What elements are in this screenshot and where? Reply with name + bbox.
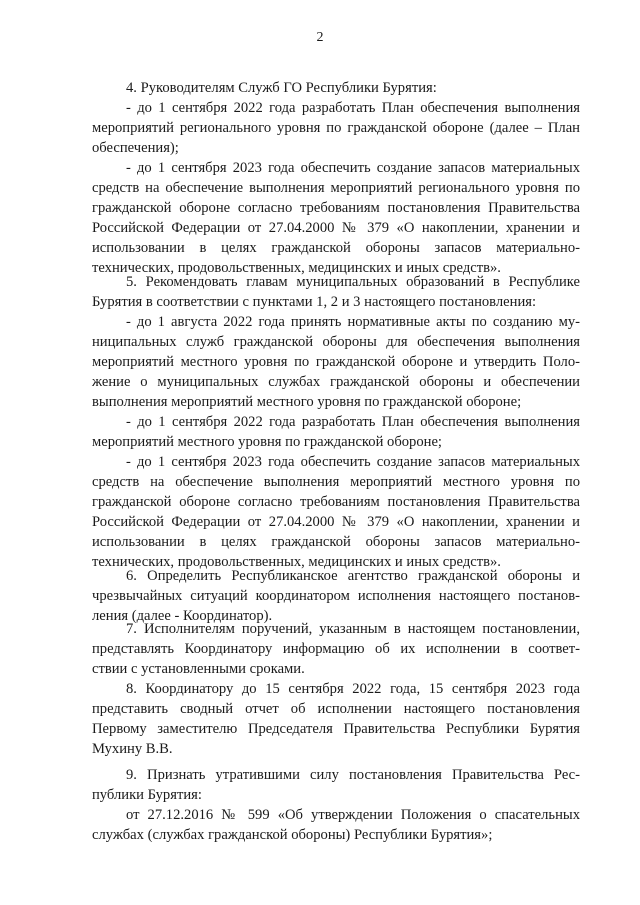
text-line: использовании в целях гражданской обороны запасов материально- bbox=[92, 240, 580, 256]
text-line: 8. Координатору до 15 сентября 2022 года, 15 сентября 2023 года bbox=[126, 681, 580, 697]
text-line: мероприятий местного уровня по гражданской обороне; bbox=[92, 434, 442, 450]
text-line: Российской Федерации от 27.04.2000 № 379 «О накоплении, хранении и bbox=[92, 514, 580, 530]
text-line: от 27.12.2016 № 599 «Об утверждении Положения о спасательных bbox=[126, 807, 580, 823]
text-line: представлять Координатору информацию об их исполнении в соответ- bbox=[92, 641, 580, 657]
text-line: ления (далее - Координатор). bbox=[92, 608, 273, 624]
text-line: службах (службах гражданской обороны) Республики Бурятия»; bbox=[92, 827, 493, 843]
text-line: 5. Рекомендовать главам муниципальных образований в Республике bbox=[126, 274, 580, 290]
text-line: публики Бурятия: bbox=[92, 787, 202, 803]
text-line: жение о муниципальных службах гражданской обороны и обеспечении bbox=[92, 374, 580, 390]
text-line: - до 1 августа 2022 года принять нормативные акты по созданию му- bbox=[126, 314, 580, 330]
text-line: Мухину В.В. bbox=[92, 741, 173, 757]
text-line: представить сводный отчет об исполнении настоящего постановления bbox=[92, 701, 580, 717]
text-line: выполнения мероприятий местного уровня по гражданской обороне; bbox=[92, 394, 522, 410]
text-line: 4. Руководителям Служб ГО Республики Бурятия: bbox=[126, 80, 437, 96]
text-line: Российской Федерации от 27.04.2000 № 379 «О накоплении, хранении и bbox=[92, 220, 580, 236]
text-line: 7. Исполнителям поручений, указанным в настоящем постановлении, bbox=[126, 621, 580, 637]
text-line: Первому заместителю Председателя Правительства Республики Бурятия bbox=[92, 721, 580, 737]
text-line: технических, продовольственных, медицинских и иных средств». bbox=[92, 260, 501, 276]
text-line: Бурятия в соответствии с пунктами 1, 2 и 3 настоящего постановления: bbox=[92, 294, 537, 310]
text-line: - до 1 сентября 2023 года обеспечить создание запасов материальных bbox=[126, 454, 580, 470]
text-line: мероприятий регионального уровня по гражданской обороне (далее – План bbox=[92, 120, 580, 136]
text-line: гражданской обороне согласно требованиям постановления Правительства bbox=[92, 200, 580, 216]
text-line: мероприятий местного уровня по гражданской обороне и утвердить Поло- bbox=[92, 354, 580, 370]
page-number: 2 bbox=[316, 30, 324, 45]
text-line: - до 1 сентября 2023 года обеспечить создание запасов материальных bbox=[126, 160, 580, 176]
text-line: гражданской обороне согласно требованиям постановления Правительства bbox=[92, 494, 580, 510]
text-line: чрезвычайных ситуаций координатором исполнения настоящего постанов- bbox=[92, 588, 580, 604]
text-line: обеспечения); bbox=[92, 140, 179, 156]
text-line: ствии с установленными сроками. bbox=[92, 661, 305, 677]
text-line: 6. Определить Республиканское агентство гражданской обороны и bbox=[126, 568, 580, 584]
text-line: - до 1 сентября 2022 года разработать План обеспечения выполнения bbox=[126, 414, 580, 430]
text-line: средств на обеспечение выполнения мероприятий регионального уровня по bbox=[92, 180, 580, 196]
text-line: ниципальных служб гражданской обороны для обеспечения выполнения bbox=[92, 334, 580, 350]
text-line: использовании в целях гражданской обороны запасов материально- bbox=[92, 534, 580, 550]
text-line: 9. Признать утратившими силу постановления Правительства Рес- bbox=[126, 767, 580, 783]
text-line: технических, продовольственных, медицинских и иных средств». bbox=[92, 554, 501, 570]
text-line: - до 1 сентября 2022 года разработать План обеспечения выполнения bbox=[126, 100, 580, 116]
text-line: средств на обеспечение выполнения мероприятий местного уровня по bbox=[92, 474, 580, 490]
